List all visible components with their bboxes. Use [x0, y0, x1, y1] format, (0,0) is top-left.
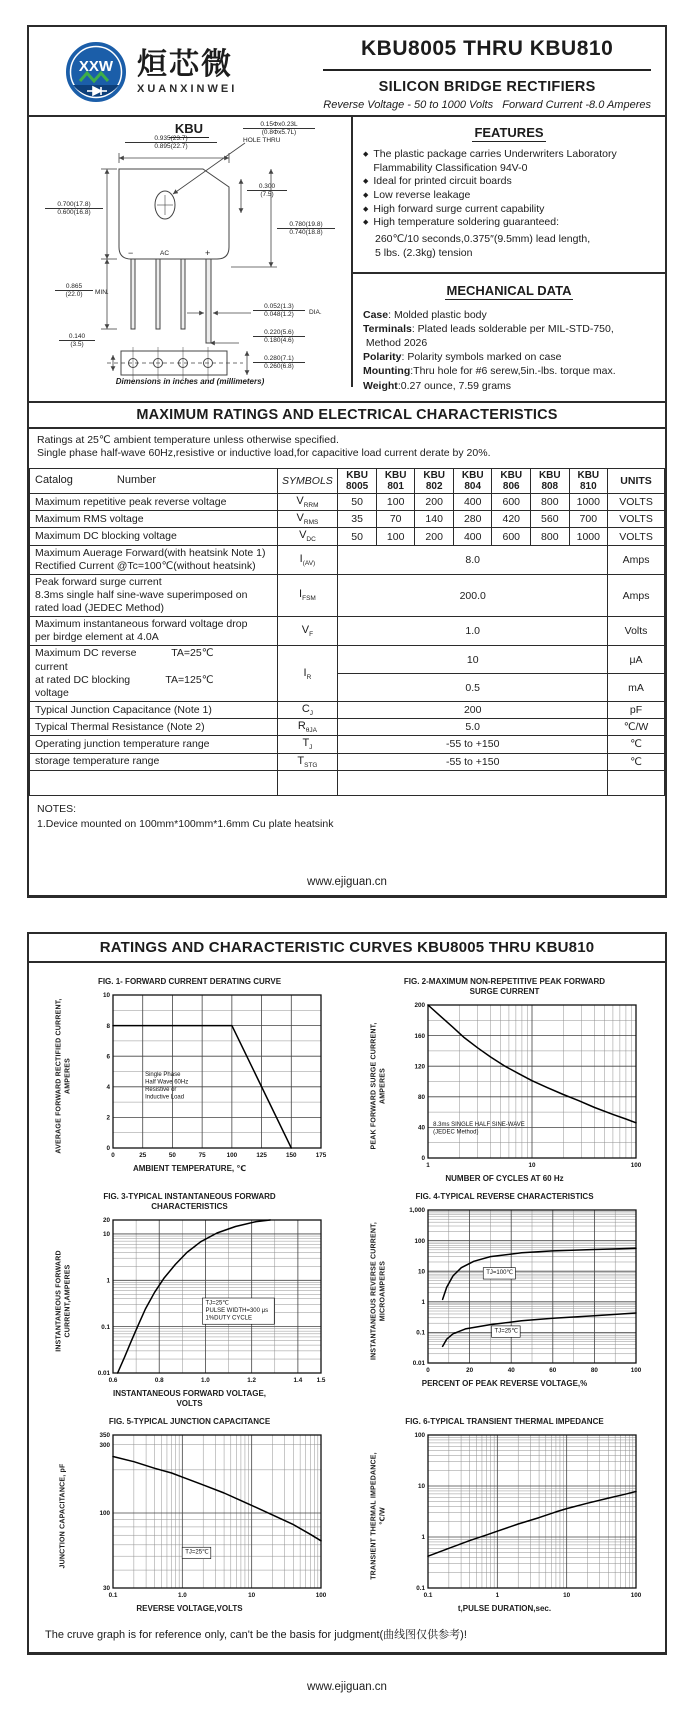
svg-text:50: 50	[168, 1152, 176, 1160]
bullet-icon: ◆	[363, 191, 369, 199]
svg-text:100: 100	[413, 1237, 425, 1245]
svg-text:0.6: 0.6	[108, 1377, 117, 1385]
svg-text:0.1: 0.1	[415, 1329, 425, 1337]
svg-text:1,000: 1,000	[408, 1207, 425, 1215]
mech-polarity: Polarity: Polarity symbols marked on case	[363, 351, 562, 364]
svg-text:0: 0	[105, 1145, 110, 1153]
table-row-tj: Operating junction temperature range $T_J$ -55 to +150 ℃	[30, 736, 665, 753]
feature-item: ◆ Ideal for printed circuit boards	[363, 175, 512, 188]
figure-body	[33, 1429, 346, 1603]
figure-title: FIG. 5-TYPICAL JUNCTION CAPACITANCE	[108, 1417, 271, 1427]
svg-text:10: 10	[417, 1483, 425, 1491]
chart-plot	[392, 1204, 644, 1378]
package-name: KBU	[151, 121, 227, 136]
figure-y-axis-label: INSTANTANEOUS FORWARD CURRENT,AMPERES	[54, 1250, 71, 1352]
brand-text	[137, 47, 238, 95]
notes-heading: NOTES:	[37, 802, 77, 815]
mech-case: Case: Molded plastic body	[363, 308, 487, 321]
dim-hole: 0.15Φx0.23L (0.8Φx5.7L) HOLE THRU	[243, 121, 315, 144]
figure-y-axis-label: TRANSIENT THERMAL IMPEDANCE, ℃/W	[369, 1452, 386, 1580]
svg-text:80: 80	[590, 1367, 598, 1375]
datasheet-block-2	[27, 932, 667, 1655]
svg-text:0: 0	[420, 1155, 425, 1163]
figure-y-axis-label: JUNCTION CAPACITANCE, pF	[59, 1463, 67, 1569]
ratings-tagline: Reverse Voltage - 50 to 1000 Volts Forward Current -8.0 Amperes	[323, 99, 651, 111]
figure-body	[33, 989, 346, 1163]
svg-text:1: 1	[105, 1277, 110, 1285]
figure-y-axis-label: AVERAGE FORWARD RECTIFIED CURRENT, AMPERES	[54, 998, 71, 1154]
svg-text:1.2: 1.2	[246, 1377, 256, 1385]
svg-text:0: 0	[425, 1367, 430, 1375]
svg-text:0.1: 0.1	[108, 1592, 117, 1600]
svg-text:2: 2	[105, 1114, 110, 1122]
dim-hole-edge: 0.140 (3.5)	[59, 333, 95, 349]
package-outline-drawing	[29, 117, 353, 387]
svg-text:0.1: 0.1	[415, 1585, 425, 1593]
figure-x-axis-label: NUMBER OF CYCLES AT 60 Hz	[445, 1174, 564, 1184]
dim-base-depth: 0.280(7.1) 0.260(6.8)	[253, 355, 305, 371]
polarity-ac-mark: AC	[160, 250, 170, 257]
dim-body-height: 0.700(17.8) 0.600(16.8)	[45, 201, 103, 217]
chart-plot	[77, 1214, 329, 1388]
figure-x-axis-label: REVERSE VOLTAGE,VOLTS	[136, 1604, 243, 1614]
svg-text:100: 100	[226, 1152, 237, 1160]
table-row-vf: Maximum instantaneous forward voltage drop per birdge element at 4.0A $V_F$ 1.0 Volts	[30, 617, 665, 646]
svg-text:100: 100	[630, 1592, 641, 1600]
features-section	[353, 117, 665, 274]
chart-plot	[77, 1429, 329, 1603]
ratings-conditions: Ratings at 25℃ ambient temperature unless otherwise specified. Single phase half-wave 60Hz,resistive or inductive load,for capacitive load current derate by 20%.	[37, 433, 491, 460]
table-row-ifsm: Peak forward surge current 8.3ms single half sine-wave superimposed on rated load (JEDEC Method) $I_{FSM}$ 200.0 Amps	[30, 574, 665, 616]
bullet-icon: ◆	[363, 178, 369, 186]
svg-text:1: 1	[420, 1534, 425, 1542]
chart-plot	[392, 1429, 644, 1603]
svg-text:30: 30	[102, 1585, 110, 1593]
bullet-icon: ◆	[363, 219, 369, 227]
feature-soldering-detail: 260℃/10 seconds,0.375″(9.5mm) lead length, 5 lbs. (2.3kg) tension	[375, 232, 591, 260]
svg-text:0.8: 0.8	[154, 1377, 164, 1385]
svg-text:0.1: 0.1	[423, 1592, 432, 1600]
table-row-vdc: Maximum DC blocking voltage $V_{DC}$ 50 100 200 400 600 800 1000 VOLTS	[30, 528, 665, 545]
bullet-icon: ◆	[363, 151, 369, 158]
mech-weight: Weight:0.27 ounce, 7.59 grams	[363, 379, 512, 392]
brand-name-latin: XUANXINWEI	[137, 82, 238, 95]
mech-terminals: Terminals: Plated leads solderable per MIL-STD-750,	[363, 322, 614, 335]
logo-emblem-icon	[65, 41, 127, 103]
svg-text:300: 300	[98, 1441, 110, 1449]
svg-text:100: 100	[98, 1510, 110, 1518]
figure-title: FIG. 4-TYPICAL REVERSE CHARACTERISTICS	[415, 1192, 594, 1202]
svg-text:4: 4	[105, 1084, 110, 1092]
dim-lead-pitch: 0.220(5.6) 0.180(4.6)	[253, 329, 305, 345]
figure-body	[348, 1204, 661, 1378]
svg-text:60: 60	[548, 1367, 556, 1375]
dimensions-caption: Dimensions in inches and (millimeters)	[115, 377, 265, 386]
svg-text:160: 160	[413, 1032, 425, 1040]
svg-text:100: 100	[630, 1162, 641, 1170]
figure-2-peak-forward-surge-current	[348, 977, 661, 1184]
dim-lead-diameter: 0.052(1.3) 0.048(1.2)	[253, 303, 305, 319]
figure-3-instantaneous-forward-characteristics	[33, 1192, 346, 1409]
figure-4-reverse-characteristics	[348, 1192, 661, 1409]
feature-item: ◆ The plastic package carries Underwriters Laboratory Flammability Classification 94V-0	[363, 148, 617, 174]
svg-text:XXW: XXW	[78, 58, 114, 75]
svg-text:80: 80	[417, 1094, 425, 1102]
table-tail-row	[30, 770, 665, 795]
figure-title: FIG. 1- FORWARD CURRENT DERATING CURVE	[97, 977, 282, 987]
svg-text:125: 125	[255, 1152, 267, 1160]
table-row-iav: Maximum Auerage Forward(with heatsink Note 1) Rectified Current @Tc=100℃(without heatsink) $I_{(AV)}$ 8.0 Amps	[30, 545, 665, 574]
svg-text:1: 1	[425, 1162, 430, 1170]
dim-hole-offset: 0.300 (7.5)	[247, 183, 287, 199]
figure-x-axis-label: AMBIENT TEMPERATURE, ℃	[132, 1164, 247, 1174]
svg-text:40: 40	[507, 1367, 515, 1375]
table-row-vrrm: Maximum repetitive peak reverse voltage $V_{RRM}$ 50 100 200 400 600 800 1000 VOLTS	[30, 494, 665, 511]
polarity-minus-mark: −	[128, 248, 134, 258]
svg-text:120: 120	[413, 1063, 425, 1071]
part-number-title: KBU8005 THRU KBU810	[323, 37, 651, 71]
ratings-heading: MAXIMUM RATINGS AND ELECTRICAL CHARACTERISTICS	[29, 403, 665, 429]
dim-lead-length-note: MIN.	[95, 289, 109, 296]
svg-text:6: 6	[105, 1053, 110, 1061]
svg-text:8.3ms SINGLE HALF SINE-WAVE(JE: 8.3ms SINGLE HALF SINE-WAVE (JEDEC Method)	[432, 1122, 525, 1136]
brand-logo	[29, 27, 309, 115]
figure-body	[348, 1429, 661, 1603]
mech-mounting: Mounting:Thru hole for #6 serew,5in.-lbs. torque max.	[363, 365, 616, 378]
feature-item: ◆ High forward surge current capability	[363, 202, 545, 215]
curves-disclaimer: The cruve graph is for reference only, can't be the basis for judgment(曲线图仅供参考)!	[45, 1629, 467, 1642]
svg-text:8: 8	[105, 1022, 110, 1030]
brand-name-chinese: 烜芯微	[137, 47, 233, 81]
features-heading: FEATURES	[474, 125, 544, 140]
figure-5-junction-capacitance	[33, 1417, 346, 1614]
table-row-rthja: Typical Thermal Resistance (Note 2) $R_{\theta JA}$ 5.0 ℃/W	[30, 719, 665, 736]
dim-lead-length: 0.865 (22.0)	[55, 283, 93, 299]
website-link[interactable]: www.ejiguan.cn	[307, 876, 387, 889]
polarity-plus-mark: +	[205, 248, 211, 258]
note-line: 1.Device mounted on 100mm*100mm*1.6mm Cu plate heatsink	[37, 817, 334, 830]
svg-text:200: 200	[413, 1002, 425, 1010]
datasheet-block-1	[27, 25, 667, 898]
website-link[interactable]: www.ejiguan.cn	[307, 1681, 387, 1694]
figure-y-axis-label: PEAK FORWARD SURGE CURRENT, AMPERES	[369, 1022, 386, 1150]
figures-grid	[29, 963, 665, 1614]
curves-heading: RATINGS AND CHARACTERISTIC CURVES KBU8005 THRU KBU810	[29, 934, 665, 963]
feature-item: ◆ Low reverse leakage	[363, 188, 471, 201]
feature-item: ◆ High temperature soldering guaranteed:	[363, 216, 560, 229]
svg-text:TJ=100℃: TJ=100℃	[485, 1270, 513, 1277]
svg-text:1.0: 1.0	[177, 1592, 187, 1600]
table-row-vrms: Maximum RMS voltage $V_{RMS}$ 35 70 140 280 420 560 700 VOLTS	[30, 511, 665, 528]
notes-section	[29, 796, 665, 874]
chart-plot	[77, 989, 329, 1163]
svg-text:TJ=25℃: TJ=25℃	[184, 1549, 209, 1556]
figure-body	[348, 999, 661, 1173]
bullet-icon: ◆	[363, 205, 369, 213]
table-row-tstg: storage temperature range $T_{STG}$ -55 to +150 ℃	[30, 753, 665, 770]
svg-text:1: 1	[420, 1299, 425, 1307]
svg-text:10: 10	[102, 1231, 110, 1239]
figure-x-axis-label: PERCENT OF PEAK REVERSE VOLTAGE,%	[421, 1379, 588, 1389]
svg-text:75: 75	[198, 1152, 206, 1160]
device-type-subtitle: SILICON BRIDGE RECTIFIERS	[378, 79, 596, 95]
table-row-ir-125: 0.5 mA	[30, 674, 665, 702]
dim-body-width: 0.935(23.7) 0.895(22.7)	[125, 135, 217, 151]
figure-title: FIG. 2-MAXIMUM NON-REPETITIVE PEAK FORWARD SURGE CURRENT	[403, 977, 606, 997]
figure-1-forward-current-derating	[33, 977, 346, 1184]
figure-title: FIG. 6-TYPICAL TRANSIENT THERMAL IMPEDANCE	[405, 1417, 604, 1427]
svg-text:20: 20	[102, 1217, 110, 1225]
title-area	[309, 27, 665, 115]
svg-text:1.4: 1.4	[293, 1377, 302, 1385]
svg-text:10: 10	[247, 1592, 255, 1600]
ratings-table	[29, 468, 665, 796]
figure-y-axis-label: INSTANTANEOUS REVERSE CURRENT, MICROAMPERES	[369, 1222, 386, 1361]
svg-text:100: 100	[630, 1367, 641, 1375]
svg-text:175: 175	[315, 1152, 326, 1160]
svg-text:TJ=25℃: TJ=25℃	[494, 1328, 518, 1335]
svg-text:10: 10	[527, 1162, 536, 1170]
figure-6-transient-thermal-impedance	[348, 1417, 661, 1614]
dim-overall-height: 0.780(19.8) 0.740(18.8)	[277, 221, 335, 237]
svg-text:20: 20	[465, 1367, 473, 1375]
svg-text:100: 100	[413, 1432, 425, 1440]
svg-text:1: 1	[495, 1592, 499, 1600]
dim-lead-diameter-note: DIA.	[309, 309, 322, 316]
mechanical-data-heading: MECHANICAL DATA	[446, 283, 572, 299]
svg-text:0.01: 0.01	[97, 1370, 110, 1378]
figure-body	[33, 1214, 346, 1388]
mech-terminals-method: Method 2026	[365, 337, 428, 350]
svg-text:150: 150	[285, 1152, 297, 1160]
svg-text:40: 40	[417, 1124, 425, 1132]
figure-x-axis-label: INSTANTANEOUS FORWARD VOLTAGE, VOLTS	[112, 1389, 267, 1409]
svg-text:TJ=25℃PULSE WIDTH=300 μs1%DUTY: TJ=25℃ PULSE WIDTH=300 μs 1%DUTY CYCLE	[204, 1300, 268, 1322]
svg-text:1.0: 1.0	[200, 1377, 210, 1385]
chart-plot	[392, 999, 644, 1173]
svg-text:10: 10	[102, 992, 110, 1000]
figure-x-axis-label: t,PULSE DURATION,sec.	[457, 1604, 552, 1614]
table-header-row: Catalog Number SYMBOLS KBU 8005 KBU 801 KBU 802 KBU 804 KBU 806 KBU 808 KBU 810 UNITS	[30, 469, 665, 494]
svg-text:10: 10	[417, 1268, 425, 1276]
svg-text:0.01: 0.01	[412, 1360, 425, 1368]
svg-text:10: 10	[562, 1592, 570, 1600]
svg-text:100: 100	[315, 1592, 326, 1600]
figure-title: FIG. 3-TYPICAL INSTANTANEOUS FORWARD CHARACTERISTICS	[103, 1192, 276, 1212]
mechanical-data-section	[353, 274, 665, 401]
svg-text:0: 0	[110, 1152, 115, 1160]
svg-text:0.1: 0.1	[100, 1324, 110, 1332]
header	[29, 27, 665, 117]
svg-text:25: 25	[138, 1152, 146, 1160]
table-row-ir-25: Maximum DC reverse current TA=25℃ at rated DC blocking voltage TA=125℃ $I_R$ 10 μA	[30, 646, 665, 674]
svg-text:1.5: 1.5	[316, 1377, 325, 1385]
table-row-cj: Typical Junction Capacitance (Note 1) $C_J$ 200 pF	[30, 701, 665, 718]
svg-text:350: 350	[98, 1432, 110, 1440]
svg-text:Single PhaseHalf Wave 60HzResi: Single Phase Half Wave 60Hz Resistive or Inductive Load	[144, 1072, 188, 1101]
